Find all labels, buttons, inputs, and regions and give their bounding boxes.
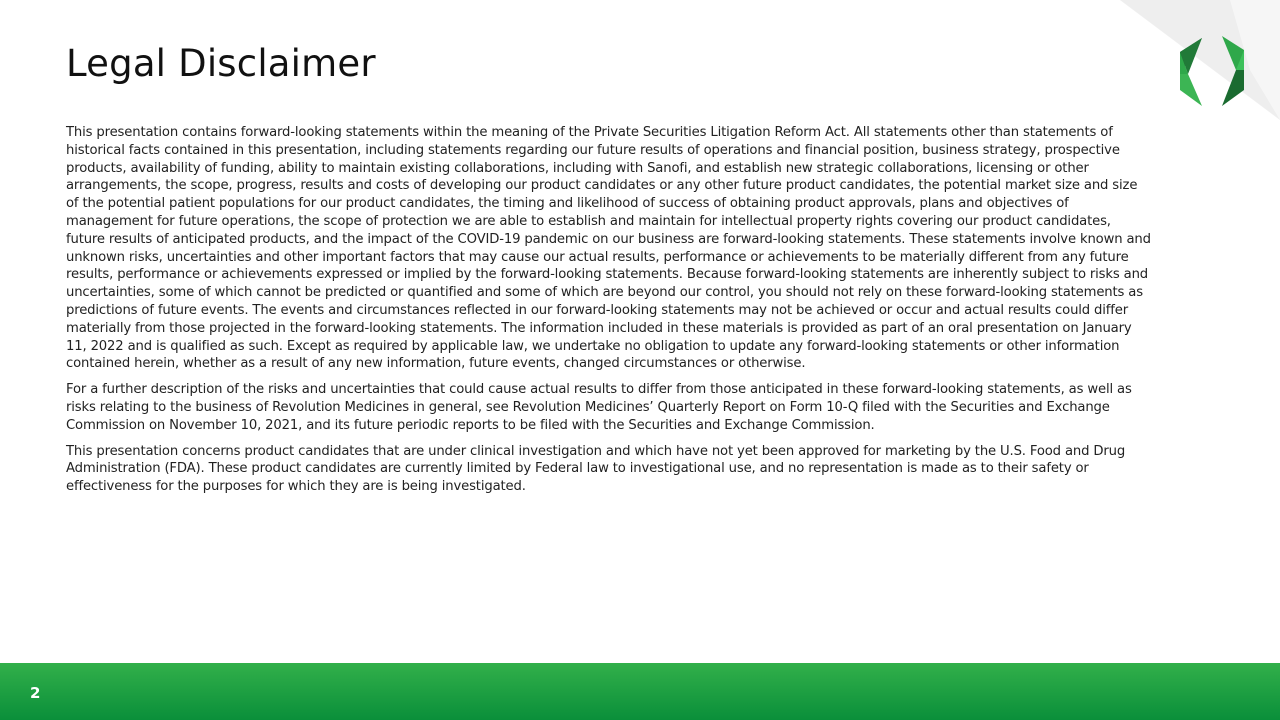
footer-bar [0, 663, 1280, 720]
revolution-medicines-logo-icon [1178, 34, 1246, 108]
disclaimer-body [66, 124, 1151, 504]
page-number: 2 [30, 684, 41, 702]
paragraph-forward-looking: This presentation contains forward-looking statements within the meaning of the Private Securities Litigation Reform Act. All statements other than statements of historical facts contained in this presentation, including statements regarding our future results of operations and financial position, business strategy, prospective products, availability of funding, ability to maintain existing collaborations, including with Sanofi, and establish new strategic collaborations, licensing or other arrangements, the scope, progress, results and costs of developing our product candidates or any other future product candidates, the potential market size and size of the potential patient populations for our product candidates, the timing and likelihood of success of obtaining product approvals, plans and objectives of management for future operations, the scope of protection we are able to establish and maintain for intellectual property rights covering our product candidates, future results of anticipated products, and the impact of the COVID-19 pandemic on our business are forward-looking statements. These statements involve known and unknown risks, uncertainties and other important factors that may cause our actual results, performance or achievements to be materially different from any future results, performance or achievements expressed or implied by the forward-looking statements. Because forward-looking statements are inherently subject to risks and uncertainties, some of which cannot be predicted or quantified and some of which are beyond our control, you should not rely on these forward-looking statements as predictions of future events. The events and circumstances reflected in our forward-looking statements may not be achieved or occur and actual results could differ materially from those projected in the forward-looking statements. The information included in these materials is provided as part of an oral presentation on January 11, 2022 and is qualified as such. Except as required by applicable law, we undertake no obligation to update any forward-looking statements or other information contained herein, whether as a result of any new information, future events, changed circumstances or otherwise. [66, 125, 1151, 372]
paragraph-fda: This presentation concerns product candidates that are under clinical investigation and which have not yet been approved for marketing by the U.S. Food and Drug Administration (FDA). These product candidates are currently limited by Federal law to investigational use, and no representation is made as to their safety or effectiveness for the purposes for which they are is being investigated. [66, 443, 1126, 495]
paragraph-risks: For a further description of the risks and uncertainties that could cause actual results to differ from those anticipated in these forward-looking statements, as well as risks relating to the business of Revolution Medicines in general, see Revolution Medicines’ Quarterly Report on Form 10-Q filed with the Securities and Exchange Commission on November 10, 2021, and its future periodic reports to be filed with the Securities and Exchange Commission. [66, 382, 1132, 433]
page-title: Legal Disclaimer [66, 42, 376, 85]
